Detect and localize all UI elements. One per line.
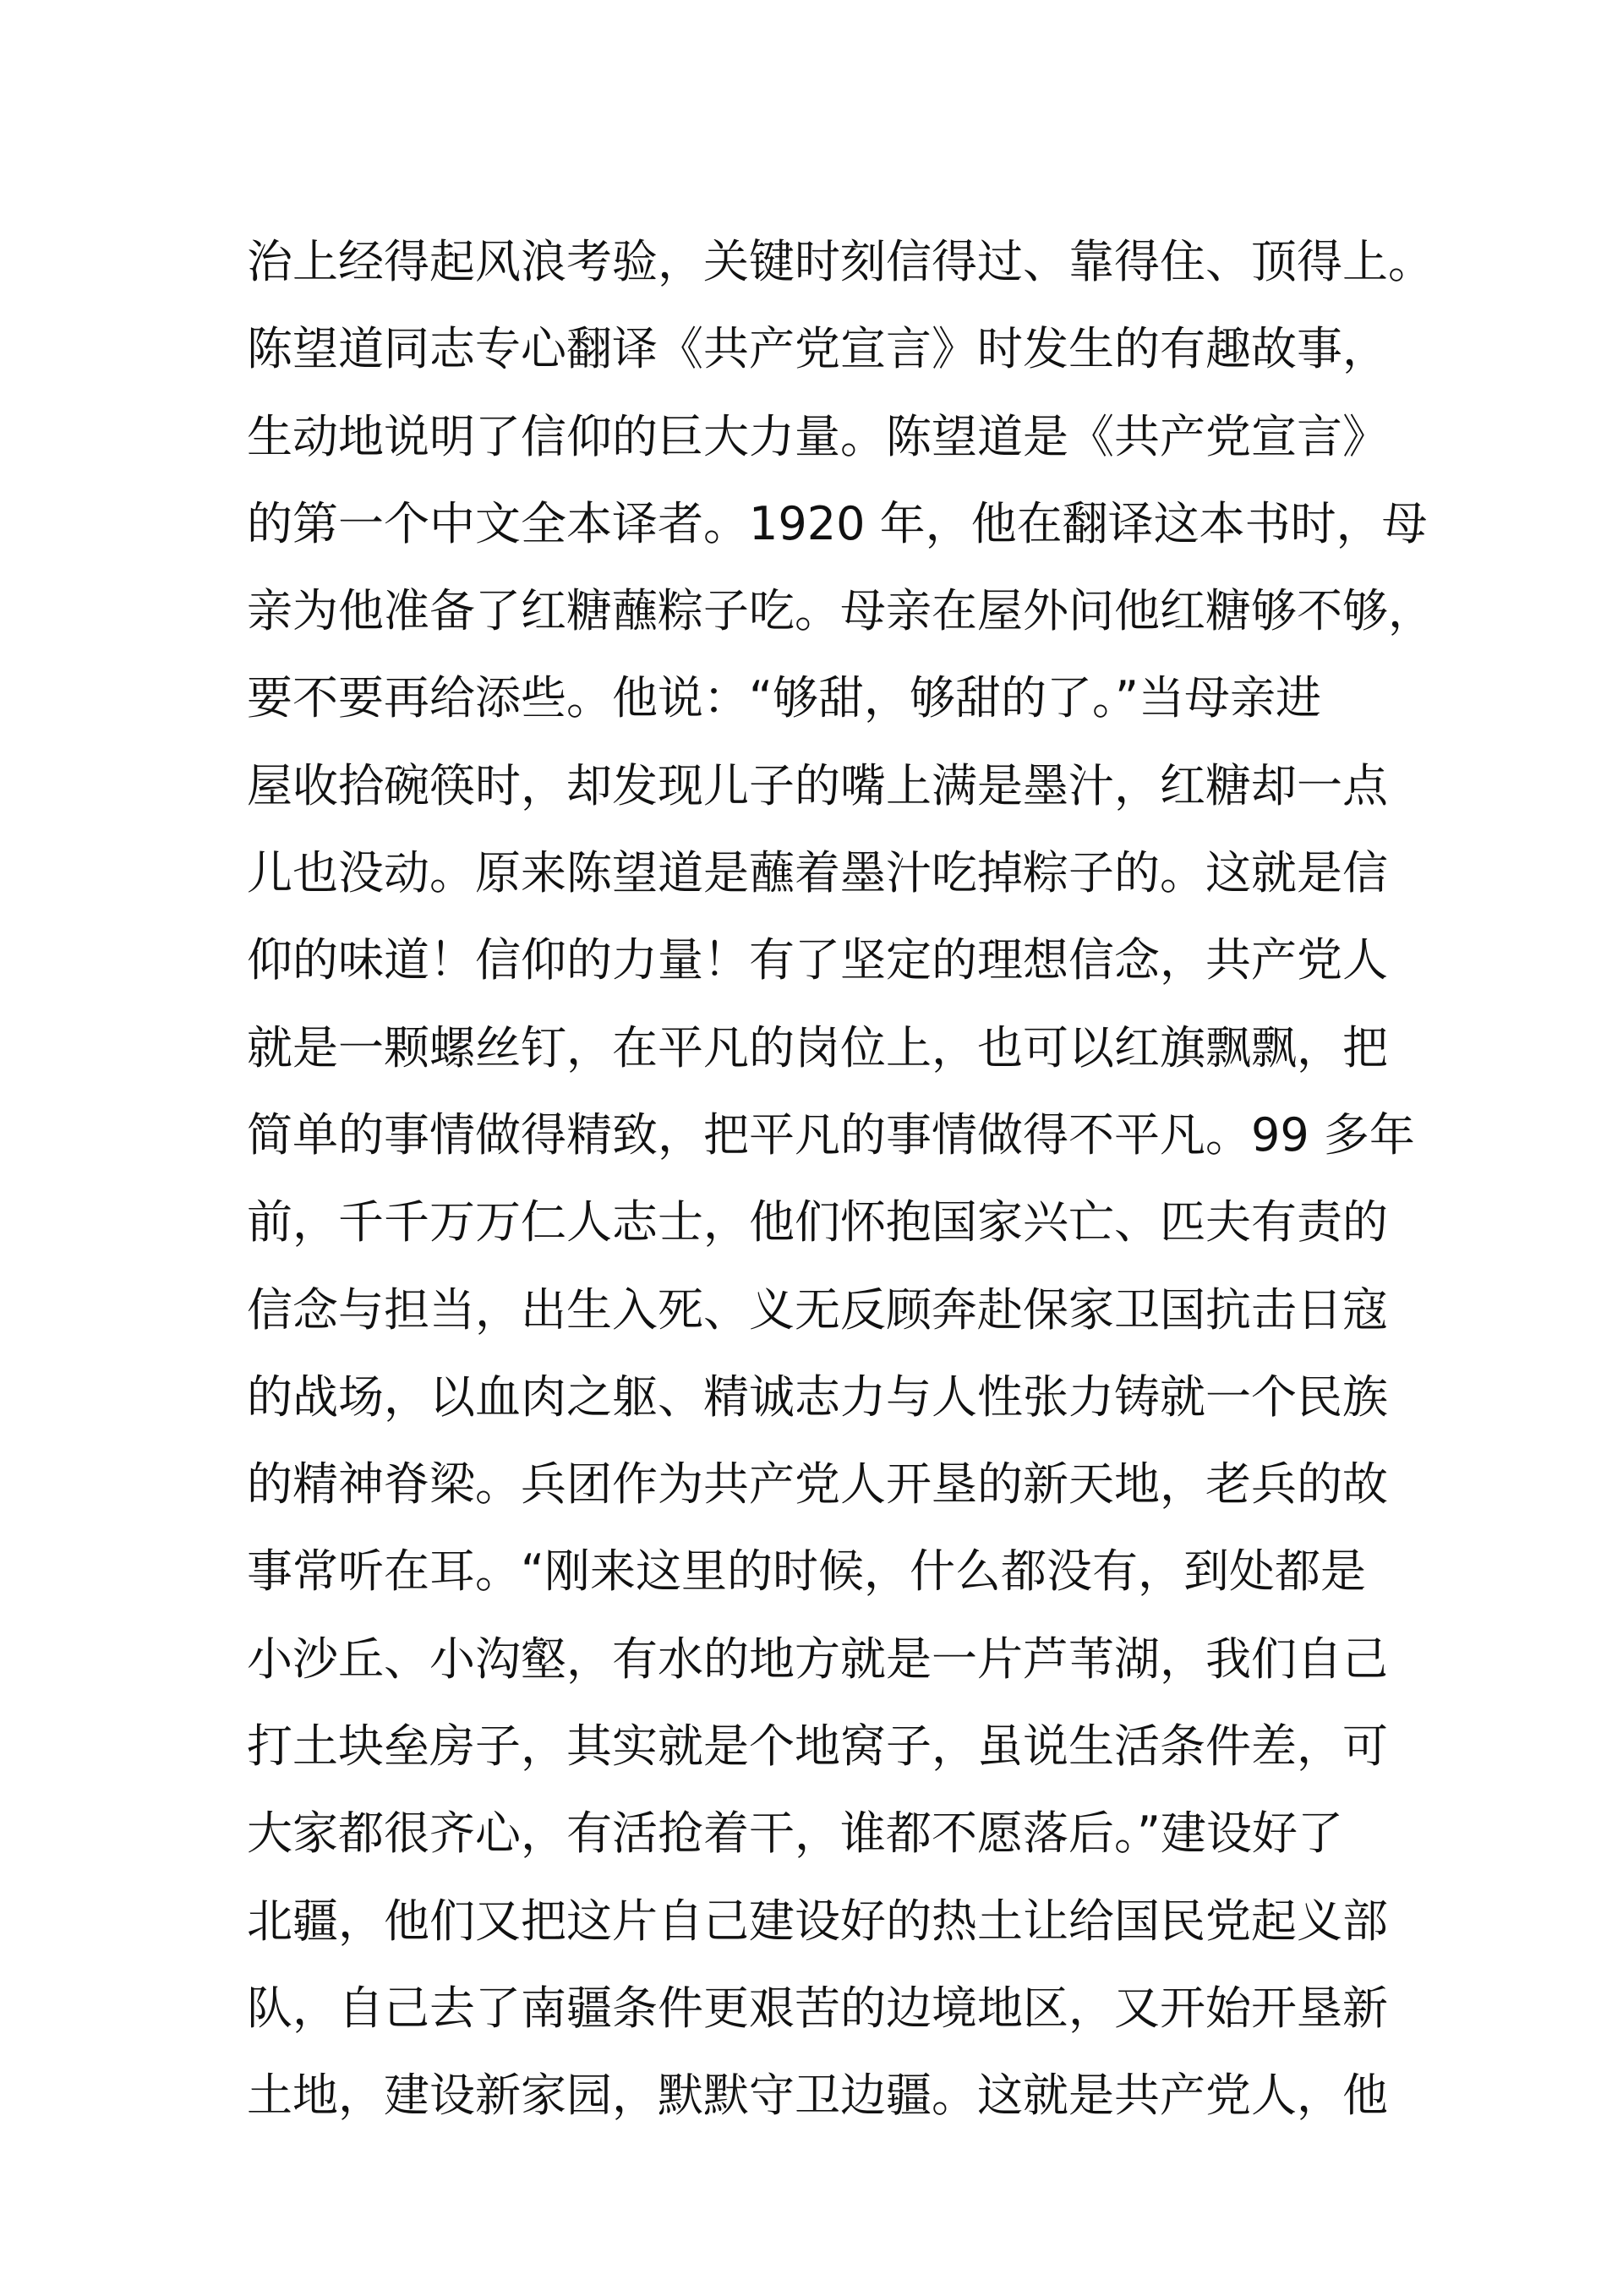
text-line: 事常听在耳。“刚来这里的时候，什么都没有，到处都是 <box>247 1544 1366 1599</box>
text-line: 要不要再给添些。他说：“够甜，够甜的了。”当母亲进 <box>247 671 1321 725</box>
text-line: 就是一颗螺丝钉，在平凡的岗位上，也可以红旗飘飘，把 <box>247 1020 1388 1074</box>
text-line: 亲为他准备了红糖蘸粽子吃。母亲在屋外问他红糖够不够， <box>247 584 1434 638</box>
text-line: 治上经得起风浪考验，关键时刻信得过、靠得住、顶得上。 <box>247 235 1434 288</box>
text-line: 队，自己去了南疆条件更艰苦的边境地区，又开始开垦新 <box>247 1981 1388 2035</box>
text-line: 简单的事情做得精致，把平凡的事情做得不平凡。99 多年 <box>247 1107 1415 1162</box>
text-line: 打土块垒房子，其实就是个地窝子，虽说生活条件差，可 <box>247 1719 1388 1774</box>
text-line: 仰的味道！信仰的力量！有了坚定的理想信念，共产党人 <box>247 933 1388 987</box>
text-line: 陈望道同志专心翻译《共产党宣言》时发生的有趣故事， <box>247 322 1388 376</box>
text-line: 北疆，他们又把这片自己建设好的热土让给国民党起义部 <box>247 1894 1388 1948</box>
text-line: 信念与担当，出生入死、义无反顾奔赴保家卫国抗击日寇 <box>247 1282 1388 1337</box>
body-text <box>247 218 1434 2140</box>
text-line: 前，千千万万仁人志士，他们怀抱国家兴亡、匹夫有责的 <box>247 1195 1388 1249</box>
text-line: 大家都很齐心，有活抢着干，谁都不愿落后。”建设好了 <box>247 1807 1343 1861</box>
text-line: 的精神脊梁。兵团作为共产党人开垦的新天地，老兵的故 <box>247 1457 1388 1512</box>
text-line: 的战场，以血肉之躯、精诚志力与人性张力铸就一个民族 <box>247 1369 1388 1424</box>
text-line: 儿也没动。原来陈望道是蘸着墨汁吃掉粽子的。这就是信 <box>247 846 1388 900</box>
text-line: 生动地说明了信仰的巨大力量。陈望道是《共产党宣言》 <box>247 409 1388 463</box>
text-line: 的第一个中文全本译者。1920 年，他在翻译这本书时，母 <box>247 496 1428 550</box>
text-line: 屋收拾碗筷时，却发现儿子的嘴上满是墨汁，红糖却一点 <box>247 758 1388 812</box>
text-line: 小沙丘、小沟壑，有水的地方就是一片芦苇湖，我们自己 <box>247 1632 1388 1686</box>
text-line: 土地，建设新家园，默默守卫边疆。这就是共产党人，他 <box>247 2069 1388 2123</box>
